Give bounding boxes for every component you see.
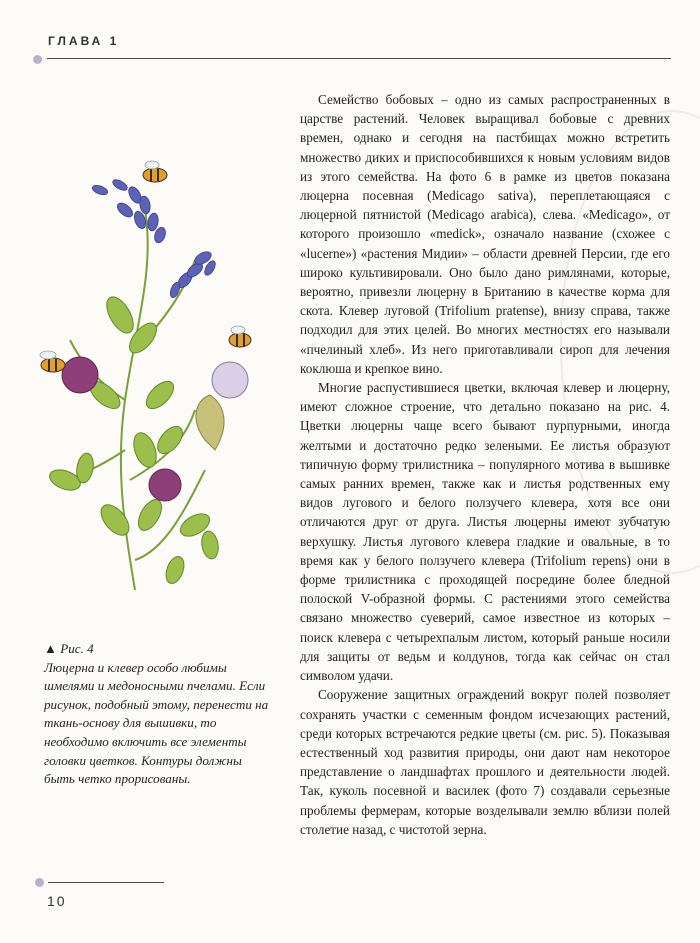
body-text xyxy=(300,90,670,839)
chapter-heading: ГЛАВА 1 xyxy=(48,34,120,48)
figure-label: ▲ Рис. 4 xyxy=(44,641,94,656)
paragraph: Семейство бобовых – одно из самых распространенных в царстве растений. Человек выращивал бобовые с древних времен, однако и сегодня на пастбищах можно встретить множество диких и приспособившихся к новым условиям видов из этого семейства. На фото 6 в рамке из цветов показана люцерна посевная (Medicago sativa), переплетающаяся с люцерной пятнистой (Medicago arabica), слева. «Medicago», от которого произошло «medick», означало название (схожее с «lucerne») «растения Мидии» – области древней Персии, где его широко культивировали. Оно было дано римлянами, которые, вероятно, привезли люцерну в Британию в качестве корма для скота. Клевер луговой (Trifolium pratense), внизу справа, также подходил для этих целей. Во многих местностях его называли «пчелиный хлеб». Из него приготавливали сироп для лечения коклюша и крепкое вино. xyxy=(300,92,670,376)
footer-rule xyxy=(48,882,164,883)
header-rule xyxy=(47,58,671,59)
caption-text: Люцерна и клевер особо любимы шмелями и медоносными пчелами. Если рисунок, подобный этому, перенести на ткань-основу для вышивки, то необходимо включить все элементы головки цветков. Контуры должны быть четко прорисованы. xyxy=(44,659,269,787)
figure-caption xyxy=(44,640,274,789)
paragraph: Многие распустившиеся цветки, включая клевер и люцерну, имеют сложное строение, что детально показано на рис. 4. Цветки люцерны чаще всего бывают пурпурными, иногда желтыми и достаточно редко зелеными. Ее листья образуют типичную форму трилистника – популярного мотива в вышивке самых ранних времен, также как и листья родственных ему видов лугового и белого ползучего клевера, хотя все они отличаются друг от друга. Листья люцерны имеют зубчатую верхушку. Листья лугового клевера гладкие и овальные, в то время как у белого ползучего клевера (Trifolium repens) они в форме трилистника с проходящей посредине более бледной полоской V-образной формы. С растениями этого семейства связано множество суеверий, самое известное из которых – поиск клевера с четырехпалым листом, который раньше носили для защиты от ведьм и колдунов, тогда как сейчас он стал символом удачи. xyxy=(300,380,670,684)
paragraph: Сооружение защитных ограждений вокруг полей позволяет сохранять участки с семенным фондом исчезающих растений, среди которых встречаются редкие цветы (см. рис. 5). Показывая естественный ход развития природы, они дают нам некоторое представление о ландшафтах прошлого и деятельности людей. Так, куколь посевной и василек (фото 7) создавали серьезные проблемы фермерам, которые возделывали землю вблизи полей столетие назад, с чистотой зерна. xyxy=(300,687,670,837)
alfalfa-flowers xyxy=(91,178,217,299)
clover-alfalfa-illustration xyxy=(25,150,285,610)
page-number: 10 xyxy=(47,893,67,909)
leaves xyxy=(47,293,220,586)
footer-bullet-dot xyxy=(35,878,44,887)
seed-head xyxy=(196,395,224,450)
header-bullet-dot xyxy=(33,55,42,64)
